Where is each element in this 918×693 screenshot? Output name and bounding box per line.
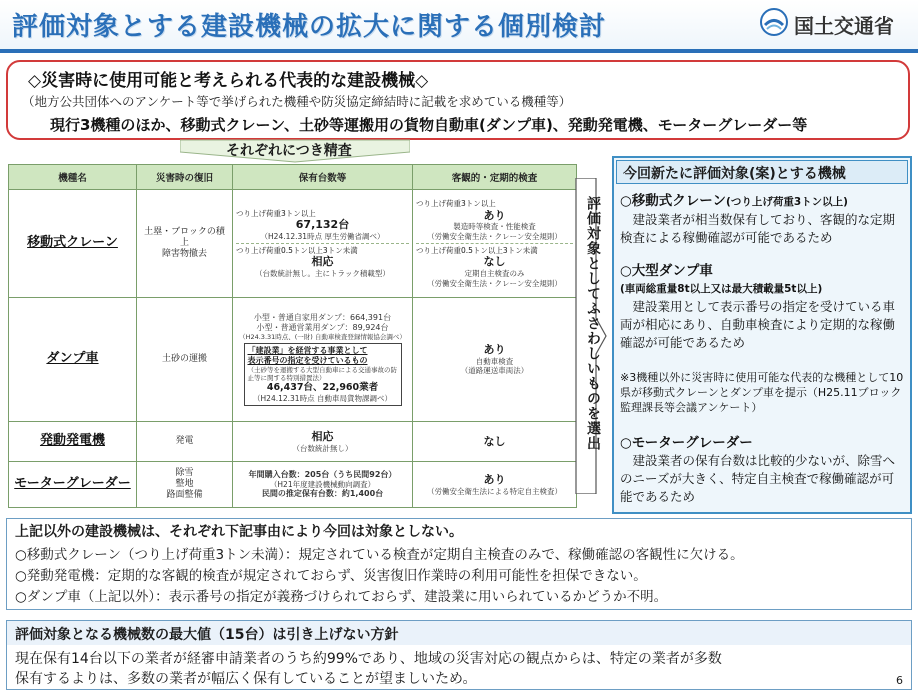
selection-label: 評価対象としてふさわしいものを選出 (585, 196, 601, 451)
grader-target-reason: 建設業者の保有台数は比較的少ないが、除雪へのニーズが大きく、特定自主検査で稼働確認が可能であるため (620, 453, 896, 504)
crane-holdings-cell (233, 190, 413, 298)
grader-holdings-cell (233, 462, 413, 508)
ministry-logo (760, 8, 910, 40)
generator-inspect-value: なし (483, 434, 506, 448)
max-count-policy-box (6, 620, 912, 690)
grader-inspect-detail: （労働安全衛生法による特定自主検査） (427, 486, 562, 496)
crane-inspect-value-1: あり (483, 208, 506, 222)
crane-target (620, 192, 906, 247)
grader-holding-2: （H21年度建設機械動向調査） (269, 479, 376, 489)
dump-name: ダンプ車 (46, 351, 99, 367)
grader-holding-1: 年間購入台数：205台（うち民間92台） (248, 469, 397, 479)
grader-target (620, 434, 906, 506)
grader-name: モーターグレーダー (14, 476, 131, 492)
column-header-inspection: 客観的・定期的検査 (413, 165, 577, 190)
table-row-generator (9, 422, 577, 462)
dump-recovery: 土砂の運搬 (137, 298, 233, 422)
grader-holding-3: 民間の推定保有台数：約1,400台 (261, 489, 384, 499)
ministry-name: 国土交通省 (794, 14, 894, 38)
excluded-reason-crane: ○移動式クレーン（つり上げ荷重3トン未満）：規定されている検査が定期自主検査のみで、稼働確認の客観性に欠ける。 (15, 547, 744, 563)
grader-name-cell (9, 462, 137, 508)
dump-target-heading: ○大型ダンプ車 (620, 263, 713, 279)
grader-target-heading: ○モーターグレーダー (620, 435, 753, 451)
dump-box-title-1: 「建設業」を経営する事業として (247, 345, 368, 355)
generator-holdings-cell (233, 422, 413, 462)
crane-inspect-detail-1: 製造時等検査・性能検査 （労働安全衛生法・クレーン安全規則） (427, 222, 562, 241)
page-number: 6 (896, 674, 903, 687)
crane-inspect-value-2: なし (483, 255, 506, 269)
dump-name-cell (9, 298, 137, 422)
crane-holding-block-2 (236, 243, 409, 279)
generator-holding-source: （台数統計無し） (292, 443, 353, 453)
dump-designated-box (244, 343, 402, 407)
dump-box-note: （土砂等を運搬する大型自動車による交通事故の防止等に関する特別措置法） (247, 365, 397, 382)
excluded-heading: 上記以外の建設機械は、それぞれ下記事由により今回は対象としない。 (15, 524, 463, 540)
crane-inspect-detail-2: 定期自主検査のみ （労働安全衛生法・クレーン安全規則） (427, 269, 562, 288)
dump-inspect-detail: 自動車検査 （道路運送車両法） (460, 357, 529, 376)
table-row-grader (9, 462, 577, 508)
generator-name-cell (9, 422, 137, 462)
dump-box-value: 46,437台、22,960業者 (266, 382, 379, 394)
crane-inspection-cell (413, 190, 577, 298)
new-targets-heading: 今回新たに評価対象(案)とする機械 (616, 160, 908, 184)
survey-note: ※3機種以外に災害時に使用可能な代表的な機種として10県が移動式クレーンとダンプ車を提示（H25.11ブロック監理課長等会議アンケート） (620, 371, 904, 414)
crane-holding-source-1: （H24.12.31時点 厚生労働省調べ） (260, 231, 385, 241)
dump-holding-2: 小型・普通営業用ダンプ：89,924台 (256, 322, 389, 332)
crane-holding-value-1: 67,132台 (295, 217, 350, 231)
crane-holding-label-1: つり上げ荷重3トン以上 (236, 208, 316, 218)
page-title: 評価対象とする建設機械の拡大に関する個別検討 (12, 12, 607, 42)
dump-box-source: （H24.12.31時点 自動車局貨物課調べ） (253, 393, 392, 403)
crane-holding-label-2: つり上げ荷重0.5トン以上3トン未満 (236, 246, 358, 255)
crane-recovery: 土塁・ブロックの積上 障害物撤去 (137, 190, 233, 298)
generator-holding-value: 相応 (311, 429, 334, 443)
crane-name-cell (9, 190, 137, 298)
representative-subtitle: （地方公共団体へのアンケート等で挙げられた機種や防災協定締結時に記載を求めている機種等） (22, 94, 572, 109)
crane-name: 移動式クレーン (27, 235, 118, 251)
dump-target-condition: (車両総重量8t以上又は最大積載量5t以上) (620, 283, 823, 295)
dump-box-title-2: 表示番号の指定を受けているもの (247, 355, 368, 365)
crane-inspect-label-2: つり上げ荷重0.5トン以上3トン未満 (416, 246, 538, 255)
excluded-reason-generator: ○発動発電機：定期的な客観的検査が規定されておらず、災害復旧作業時の利用可能性を担保できない。 (15, 568, 647, 584)
dump-holding-3: （H24.3.31時点、(一財) 自動車検査登録情報協会調べ） (239, 332, 406, 341)
crane-holding-source-2: （台数統計無し。主にトラック積載型） (255, 269, 390, 279)
representative-heading: ◇災害時に使用可能と考えられる代表的な建設機械◇ (28, 71, 429, 91)
generator-recovery: 発電 (137, 422, 233, 462)
grader-inspect-value: あり (483, 472, 506, 486)
representative-machines-box (6, 60, 910, 140)
machine-comparison-table (8, 164, 577, 508)
crane-target-reason: 建設業者が相当数保有しており、客観的な定期検査による稼働確認が可能であるため (620, 212, 896, 245)
scrutiny-label: それぞれにつき精査 (226, 143, 352, 159)
dump-inspection-cell (413, 298, 577, 422)
dump-target-reason: 建設業用として表示番号の指定を受けている車両が相応にあり、自動車検査により定期的な稼働確認が可能であるため (620, 299, 896, 350)
column-header-recovery: 災害時の復旧 (137, 165, 233, 190)
column-header-holdings: 保有台数等 (233, 165, 413, 190)
table-row-crane (9, 190, 577, 298)
new-evaluation-targets-box (612, 156, 912, 514)
dump-inspect-value: あり (483, 343, 506, 357)
grader-inspection-cell (413, 462, 577, 508)
dump-target (620, 262, 906, 352)
excluded-machines-box (6, 518, 912, 610)
ministry-emblem-icon (760, 8, 788, 36)
crane-target-heading: ○移動式クレーン (620, 193, 727, 209)
excluded-reason-dump: ○ダンプ車（上記以外）：表示番号の指定が義務づけられておらず、建設業に用いられているかどうか不明。 (15, 589, 668, 605)
grader-recovery: 除雪 整地 路面整備 (137, 462, 233, 508)
dump-holdings-cell (233, 298, 413, 422)
representative-summary: 現行3機種のほか、移動式クレーン、土砂等運搬用の貨物自動車(ダンプ車)、発動発電機、モーターグレーダー等 (50, 116, 808, 134)
table-row-dump (9, 298, 577, 422)
crane-inspect-block-2 (416, 243, 573, 288)
crane-target-note: (つり上げ荷重3トン以上) (726, 196, 848, 208)
crane-inspect-label-1: つり上げ荷重3トン以上 (416, 199, 496, 209)
title-underline (0, 49, 918, 53)
policy-line-1: 現在保有14台以下の業者が経審申請業者のうち約99%であり、地域の災害対応の観点からは、特定の業者が多数 (15, 651, 722, 667)
crane-holding-value-2: 相応 (311, 255, 334, 269)
policy-heading: 評価対象となる機械数の最大値（15台）は引き上げない方針 (7, 621, 911, 645)
policy-line-2: 保有するよりは、多数の業者が幅広く保有していることが望ましいため。 (15, 671, 477, 687)
table-header-row (9, 165, 577, 190)
generator-name: 発動発電機 (39, 433, 105, 449)
generator-inspection-cell (413, 422, 577, 462)
dump-holding-1: 小型・普通自家用ダンプ：664,391台 (253, 312, 392, 322)
column-header-machine: 機種名 (9, 165, 137, 190)
